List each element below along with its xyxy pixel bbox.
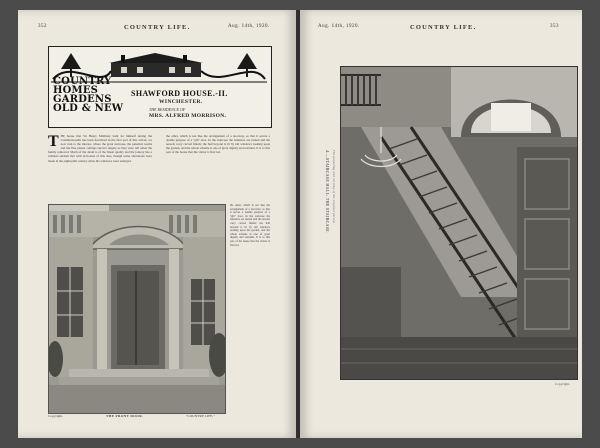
photo-caption-row <box>48 414 224 422</box>
photo-caption: THE FRONT DOOR. <box>106 414 144 418</box>
continued-text-column <box>230 204 270 412</box>
running-title-right: COUNTRY LIFE. <box>410 24 477 31</box>
article-header-banner <box>48 46 272 128</box>
magazine-spread <box>18 10 582 438</box>
series-title-line: OLD & NEW <box>53 103 124 114</box>
left-page <box>18 10 296 438</box>
staircase-caption: 4.—STAIRCASE HALL: THE STAIRCASE. <box>325 150 330 234</box>
copyright-label-right: Copyright. <box>554 382 570 386</box>
owner-name: MRS. ALFRED MORRISON. <box>149 113 227 119</box>
copyright-label-left: Copyright. <box>48 414 64 418</box>
article-subtitle: WINCHESTER. <box>159 99 203 105</box>
date-right: Aug. 14th, 1920. <box>318 24 360 29</box>
column-2-text: the other, which is not like the arrangement of a doorway, so that it serves a double purpose of a "gib" door. In the staircase the balusters are turned and the newels carry carved finials; the hall beyond is lit by tall windows looking upon the garden, and the whole scheme is one of great dignity and restraint. It is to this part of the house that the visitor is first led. <box>166 134 270 155</box>
text-column-2 <box>166 134 270 200</box>
staircase-subcaption: The panelling and carving of the original period. <box>332 150 336 224</box>
series-title-line: HOMES <box>53 85 99 96</box>
page-number-right: 353 <box>550 24 559 29</box>
right-running-head <box>314 24 568 34</box>
drop-cap: T <box>48 134 59 150</box>
strip-text: the other, which is not like the arrangement of a doorway, so that it serves a double purpose of a "gib" door. In the staircase the balusters are turned and the newels carry carved finials; the hall beyond is lit by tall windows looking upon the garden, and the whole scheme is one of great dignity and restraint. It is to this part of the house that the visitor is first led. <box>230 204 270 247</box>
left-running-head <box>32 24 282 34</box>
staircase-photo <box>340 66 578 380</box>
series-title-line: COUNTRY <box>53 76 112 87</box>
series-title <box>53 76 124 114</box>
residence-label: THE RESIDENCE OF <box>149 107 186 112</box>
series-title-line: GARDENS <box>53 94 112 105</box>
article-body <box>48 134 270 200</box>
article-title: SHAWFORD HOUSE.-II. <box>131 89 228 98</box>
vertical-caption <box>316 150 336 310</box>
column-1-text: HE house that Sir Henry Mildmay built for himself during the Commonwealth has been described in the first part of this article; we now turn to the interior, where the great staircase, the panelled rooms and the fine plaster ceilings survive largely as they were left when the family removed. Much of the detail is of the finest quality and the joinery has a richness seldom met with in houses of this date, though some alterations were made in the eighteenth century when the windows were enlarged. <box>48 134 152 163</box>
running-title-left: COUNTRY LIFE. <box>124 24 191 31</box>
front-door-photo <box>48 204 226 414</box>
text-column-1 <box>48 134 152 200</box>
credit-label-left: "COUNTRY LIFE." <box>186 414 215 418</box>
date-left: Aug. 14th, 1920. <box>228 24 270 29</box>
page-number-left: 352 <box>38 24 47 29</box>
right-page <box>300 10 582 438</box>
